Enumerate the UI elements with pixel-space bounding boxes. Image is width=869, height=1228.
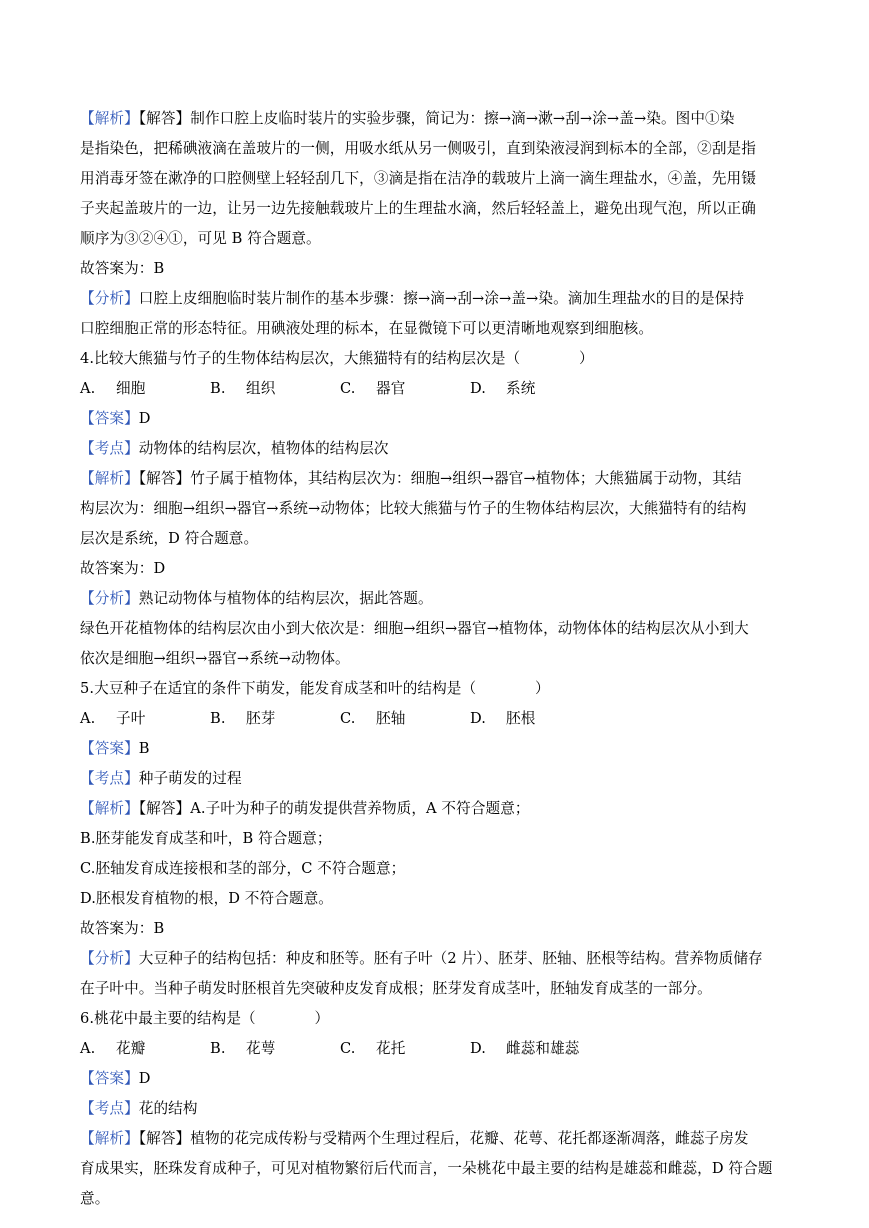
q4-jiexi-line-2: 构层次为：细胞→组织→器官→系统→动物体；比较大熊猫与竹子的生物体结构层次，大熊猫特有的结构 bbox=[80, 500, 747, 517]
q3-jiexi-line-2: 是指染色，把稀碘液滴在盖玻片的一侧，用吸水纸从另一侧吸引，直到染液浸润到标本的全部，②刮是指 bbox=[80, 140, 756, 157]
option-text: 子叶 bbox=[116, 710, 146, 727]
option-text: 组织 bbox=[246, 380, 276, 397]
q5-option-b bbox=[210, 704, 340, 734]
q6-option-c bbox=[340, 1034, 470, 1064]
q5-jiexi-line-4: D.胚根发育植物的根，D 不符合题意。 bbox=[80, 890, 333, 907]
q4-fenxi-line-2: 绿色开花植物体的结构层次由小到大依次是：细胞→组织→器官→植物体，动物体体的结构层次从小到大 bbox=[80, 620, 749, 637]
option-text: 细胞 bbox=[116, 380, 146, 397]
q5-answer-value: B bbox=[138, 740, 150, 757]
q4-kaodian-text: 动物体的结构层次，植物体的结构层次 bbox=[138, 440, 389, 457]
kaodian-tag: 【考点】 bbox=[80, 770, 139, 787]
q3-fenxi-line-1 bbox=[80, 284, 792, 314]
q6-stem: 6.桃花中最主要的结构是（ ） bbox=[80, 1010, 330, 1027]
q5-fenxi-text-1: 大豆种子的结构包括：种皮和胚等。胚有子叶（2 片）、胚芽、胚轴、胚根等结构。营养物质储存 bbox=[138, 950, 763, 967]
q6-kaodian bbox=[80, 1094, 792, 1124]
q5-options bbox=[80, 704, 792, 734]
q5-stem: 5.大豆种子在适宜的条件下萌发，能发育成茎和叶的结构是（ ） bbox=[80, 680, 550, 697]
q4-jiexi-line-3: 层次是系统，D 符合题意。 bbox=[80, 530, 259, 547]
jieda-tag: 【解答】 bbox=[138, 800, 191, 817]
q3-answer-line: 故答案为：B bbox=[80, 260, 165, 277]
q3-jiexi-line-4: 子夹起盖玻片的一边，让另一边先接触载玻片上的生理盐水滴，然后轻轻盖上，避免出现气泡，所以正确 bbox=[80, 200, 756, 217]
q6-kaodian-text: 花的结构 bbox=[138, 1100, 198, 1117]
q6-option-d bbox=[470, 1034, 670, 1064]
daan-tag: 【答案】 bbox=[80, 740, 139, 757]
q5-jiexi-line-3: C.胚轴发育成连接根和茎的部分，C 不符合题意； bbox=[80, 860, 406, 877]
option-letter: A. bbox=[80, 380, 96, 397]
kaodian-tag: 【考点】 bbox=[80, 440, 139, 457]
q5-fenxi-line-2: 在子叶中。当种子萌发时胚根首先突破种皮发育成根；胚芽发育成茎叶，胚轴发育成茎的一部分。 bbox=[80, 980, 712, 997]
jiexi-tag: 【解析】 bbox=[80, 1130, 139, 1147]
q3-jiexi-line-5: 顺序为③②④①，可见 B 符合题意。 bbox=[80, 230, 321, 247]
daan-tag: 【答案】 bbox=[80, 1070, 139, 1087]
fenxi-tag: 【分析】 bbox=[80, 590, 139, 607]
option-letter: D. bbox=[470, 380, 487, 397]
q6-answer-value: D bbox=[138, 1070, 151, 1087]
fenxi-tag: 【分析】 bbox=[80, 950, 139, 967]
option-letter: B. bbox=[210, 1040, 226, 1057]
jieda-tag: 【解答】 bbox=[138, 110, 191, 127]
q4-fenxi-line-1 bbox=[80, 584, 792, 614]
option-text: 系统 bbox=[506, 380, 536, 397]
option-text: 器官 bbox=[376, 380, 406, 397]
option-text: 花托 bbox=[376, 1040, 406, 1057]
q5-answer bbox=[80, 734, 792, 764]
option-text: 胚芽 bbox=[246, 710, 276, 727]
q4-stem: 4.比较大熊猫与竹子的生物体结构层次，大熊猫特有的结构层次是（ ） bbox=[80, 350, 594, 367]
q5-jiexi-text-1: A.子叶为种子的萌发提供营养物质，A 不符合题意； bbox=[190, 800, 530, 817]
kaodian-tag: 【考点】 bbox=[80, 1100, 139, 1117]
q3-jiexi-text-1: 制作口腔上皮临时装片的实验步骤，简记为：擦→滴→漱→刮→涂→盖→染。图中①染 bbox=[190, 110, 735, 127]
fenxi-tag: 【分析】 bbox=[80, 290, 139, 307]
option-text: 花瓣 bbox=[116, 1040, 146, 1057]
q4-option-c bbox=[340, 374, 470, 404]
q4-options bbox=[80, 374, 792, 404]
q6-answer bbox=[80, 1064, 792, 1094]
q4-option-b bbox=[210, 374, 340, 404]
q5-jiexi-line-2: B.胚芽能发育成茎和叶，B 符合题意； bbox=[80, 830, 332, 847]
q4-fenxi-text-1: 熟记动物体与植物体的结构层次，据此答题。 bbox=[138, 590, 433, 607]
option-letter: C. bbox=[340, 380, 356, 397]
document-page bbox=[80, 104, 792, 1214]
q4-kaodian bbox=[80, 434, 792, 464]
option-text: 花萼 bbox=[246, 1040, 276, 1057]
jieda-tag: 【解答】 bbox=[138, 470, 191, 487]
q5-option-c bbox=[340, 704, 470, 734]
q6-option-a bbox=[80, 1034, 210, 1064]
q3-jiexi-line-1 bbox=[80, 104, 792, 134]
q5-kaodian-text: 种子萌发的过程 bbox=[138, 770, 242, 787]
q4-answer bbox=[80, 404, 792, 434]
q6-option-b bbox=[210, 1034, 340, 1064]
option-letter: A. bbox=[80, 710, 96, 727]
q4-answer-line: 故答案为：D bbox=[80, 560, 166, 577]
option-letter: D. bbox=[470, 1040, 487, 1057]
option-letter: A. bbox=[80, 1040, 96, 1057]
jiexi-tag: 【解析】 bbox=[80, 110, 139, 127]
option-letter: C. bbox=[340, 710, 356, 727]
option-text: 胚根 bbox=[506, 710, 536, 727]
q6-jiexi-text-1: 植物的花完成传粉与受精两个生理过程后，花瓣、花萼、花托都逐渐凋落，雌蕊子房发 bbox=[190, 1130, 749, 1147]
q4-answer-value: D bbox=[138, 410, 151, 427]
q5-option-d bbox=[470, 704, 670, 734]
q4-jiexi-text-1: 竹子属于植物体，其结构层次为：细胞→组织→器官→植物体；大熊猫属于动物，其结 bbox=[190, 470, 742, 487]
q3-jiexi-line-3: 用消毒牙签在漱净的口腔侧壁上轻轻刮几下，③滴是指在洁净的载玻片上滴一滴生理盐水，④盖，先用镊 bbox=[80, 170, 756, 187]
q4-fenxi-line-3: 依次是细胞→组织→器官→系统→动物体。 bbox=[80, 650, 350, 667]
q6-options bbox=[80, 1034, 792, 1064]
option-text: 胚轴 bbox=[376, 710, 406, 727]
q5-answer-line: 故答案为：B bbox=[80, 920, 165, 937]
q4-option-a bbox=[80, 374, 210, 404]
q4-option-d bbox=[470, 374, 670, 404]
option-text: 雌蕊和雄蕊 bbox=[506, 1040, 580, 1057]
q3-fenxi-text-1: 口腔上皮细胞临时装片制作的基本步骤：擦→滴→刮→涂→盖→染。滴加生理盐水的目的是保持 bbox=[138, 290, 745, 307]
option-letter: B. bbox=[210, 710, 226, 727]
q3-fenxi-line-2: 口腔细胞正常的形态特征。用碘液处理的标本，在显微镜下可以更清晰地观察到细胞核。 bbox=[80, 320, 654, 337]
jiexi-tag: 【解析】 bbox=[80, 800, 139, 817]
q6-jiexi-line-1 bbox=[80, 1124, 792, 1154]
q6-jiexi-line-3: 意。 bbox=[80, 1190, 110, 1207]
q5-fenxi-line-1 bbox=[80, 944, 792, 974]
jiexi-tag: 【解析】 bbox=[80, 470, 139, 487]
daan-tag: 【答案】 bbox=[80, 410, 139, 427]
q5-option-a bbox=[80, 704, 210, 734]
option-letter: C. bbox=[340, 1040, 356, 1057]
jieda-tag: 【解答】 bbox=[138, 1130, 191, 1147]
option-letter: B. bbox=[210, 380, 226, 397]
option-letter: D. bbox=[470, 710, 487, 727]
q5-jiexi-line-1 bbox=[80, 794, 792, 824]
q6-jiexi-line-2: 育成果实，胚珠发育成种子，可见对植物繁衍后代而言，一朵桃花中最主要的结构是雄蕊和雌蕊，D 符合题 bbox=[80, 1160, 773, 1177]
q5-kaodian bbox=[80, 764, 792, 794]
q4-jiexi-line-1 bbox=[80, 464, 792, 494]
